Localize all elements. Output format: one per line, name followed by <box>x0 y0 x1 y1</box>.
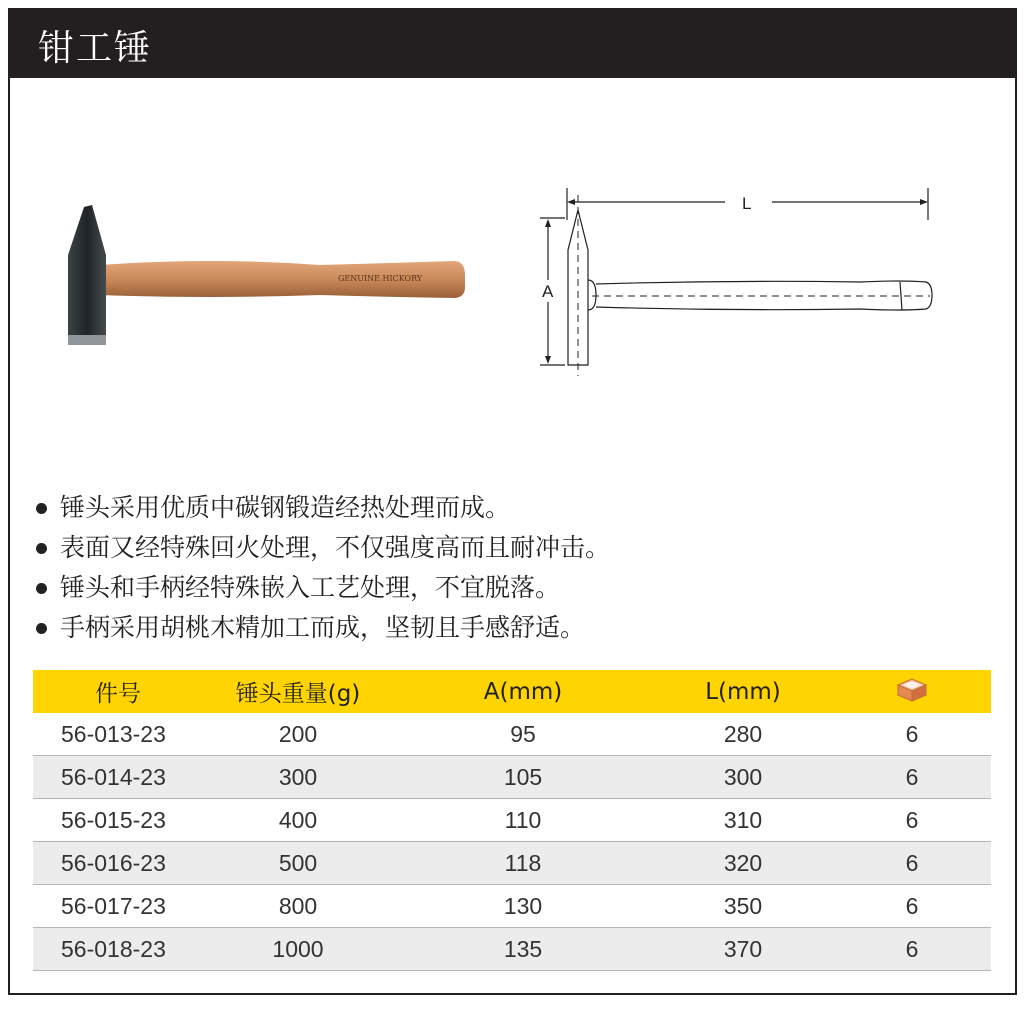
cell-weight: 400 <box>203 799 393 842</box>
cell-pack: 6 <box>833 713 991 756</box>
table-row <box>33 885 991 928</box>
cell-pack: 6 <box>833 842 991 885</box>
feature-text: 锤头和手柄经特殊嵌入工艺处理，不宜脱落。 <box>60 573 561 602</box>
feature-text: 锤头采用优质中碳钢锻造经热处理而成。 <box>60 493 511 522</box>
cell-weight: 800 <box>203 885 393 928</box>
cell-pack: 6 <box>833 928 991 971</box>
feature-text: 表面又经特殊回火处理，不仅强度高而且耐冲击。 <box>60 533 611 562</box>
table-row <box>33 842 991 885</box>
cell-weight: 1000 <box>203 928 393 971</box>
feature-item <box>34 608 610 648</box>
table-row <box>33 928 991 971</box>
cell-part-number: 56-013-23 <box>33 713 203 756</box>
cell-part-number: 56-018-23 <box>33 928 203 971</box>
table-header-row <box>33 670 991 713</box>
hammer-photo <box>60 195 480 355</box>
cell-l: 310 <box>653 799 833 842</box>
dimension-label-A: A <box>542 282 554 301</box>
cell-weight: 300 <box>203 756 393 799</box>
box-icon <box>894 675 930 703</box>
feature-item <box>34 568 610 608</box>
feature-text: 手柄采用胡桃木精加工而成，坚韧且手感舒适。 <box>60 613 586 642</box>
feature-item <box>34 528 610 568</box>
table-row <box>33 756 991 799</box>
bullet-icon <box>36 583 47 594</box>
cell-a: 95 <box>393 713 653 756</box>
cell-l: 320 <box>653 842 833 885</box>
header-part-number: 件号 <box>33 670 203 713</box>
table-row <box>33 799 991 842</box>
cell-a: 130 <box>393 885 653 928</box>
cell-a: 105 <box>393 756 653 799</box>
cell-pack: 6 <box>833 799 991 842</box>
cell-l: 300 <box>653 756 833 799</box>
cell-part-number: 56-015-23 <box>33 799 203 842</box>
bullet-icon <box>36 623 47 634</box>
title-bar <box>8 8 1017 78</box>
table-row <box>33 713 991 756</box>
cell-part-number: 56-014-23 <box>33 756 203 799</box>
cell-l: 370 <box>653 928 833 971</box>
header-pack <box>833 670 991 713</box>
header-l: L(mm) <box>653 670 833 713</box>
cell-weight: 500 <box>203 842 393 885</box>
cell-part-number: 56-017-23 <box>33 885 203 928</box>
header-a: A(mm) <box>393 670 653 713</box>
feature-list <box>34 488 610 648</box>
bullet-icon <box>36 503 47 514</box>
bullet-icon <box>36 543 47 554</box>
dimension-drawing <box>530 180 950 380</box>
spec-table <box>33 670 991 971</box>
page-title: 钳工锤 <box>38 28 153 69</box>
cell-weight: 200 <box>203 713 393 756</box>
cell-a: 110 <box>393 799 653 842</box>
header-weight: 锤头重量(g) <box>203 670 393 713</box>
cell-a: 118 <box>393 842 653 885</box>
cell-a: 135 <box>393 928 653 971</box>
cell-part-number: 56-016-23 <box>33 842 203 885</box>
handle-text: GENUINE HICKORY <box>338 274 423 283</box>
cell-l: 280 <box>653 713 833 756</box>
cell-pack: 6 <box>833 885 991 928</box>
dimension-label-L: L <box>742 194 752 213</box>
cell-l: 350 <box>653 885 833 928</box>
cell-pack: 6 <box>833 756 991 799</box>
feature-item <box>34 488 610 528</box>
